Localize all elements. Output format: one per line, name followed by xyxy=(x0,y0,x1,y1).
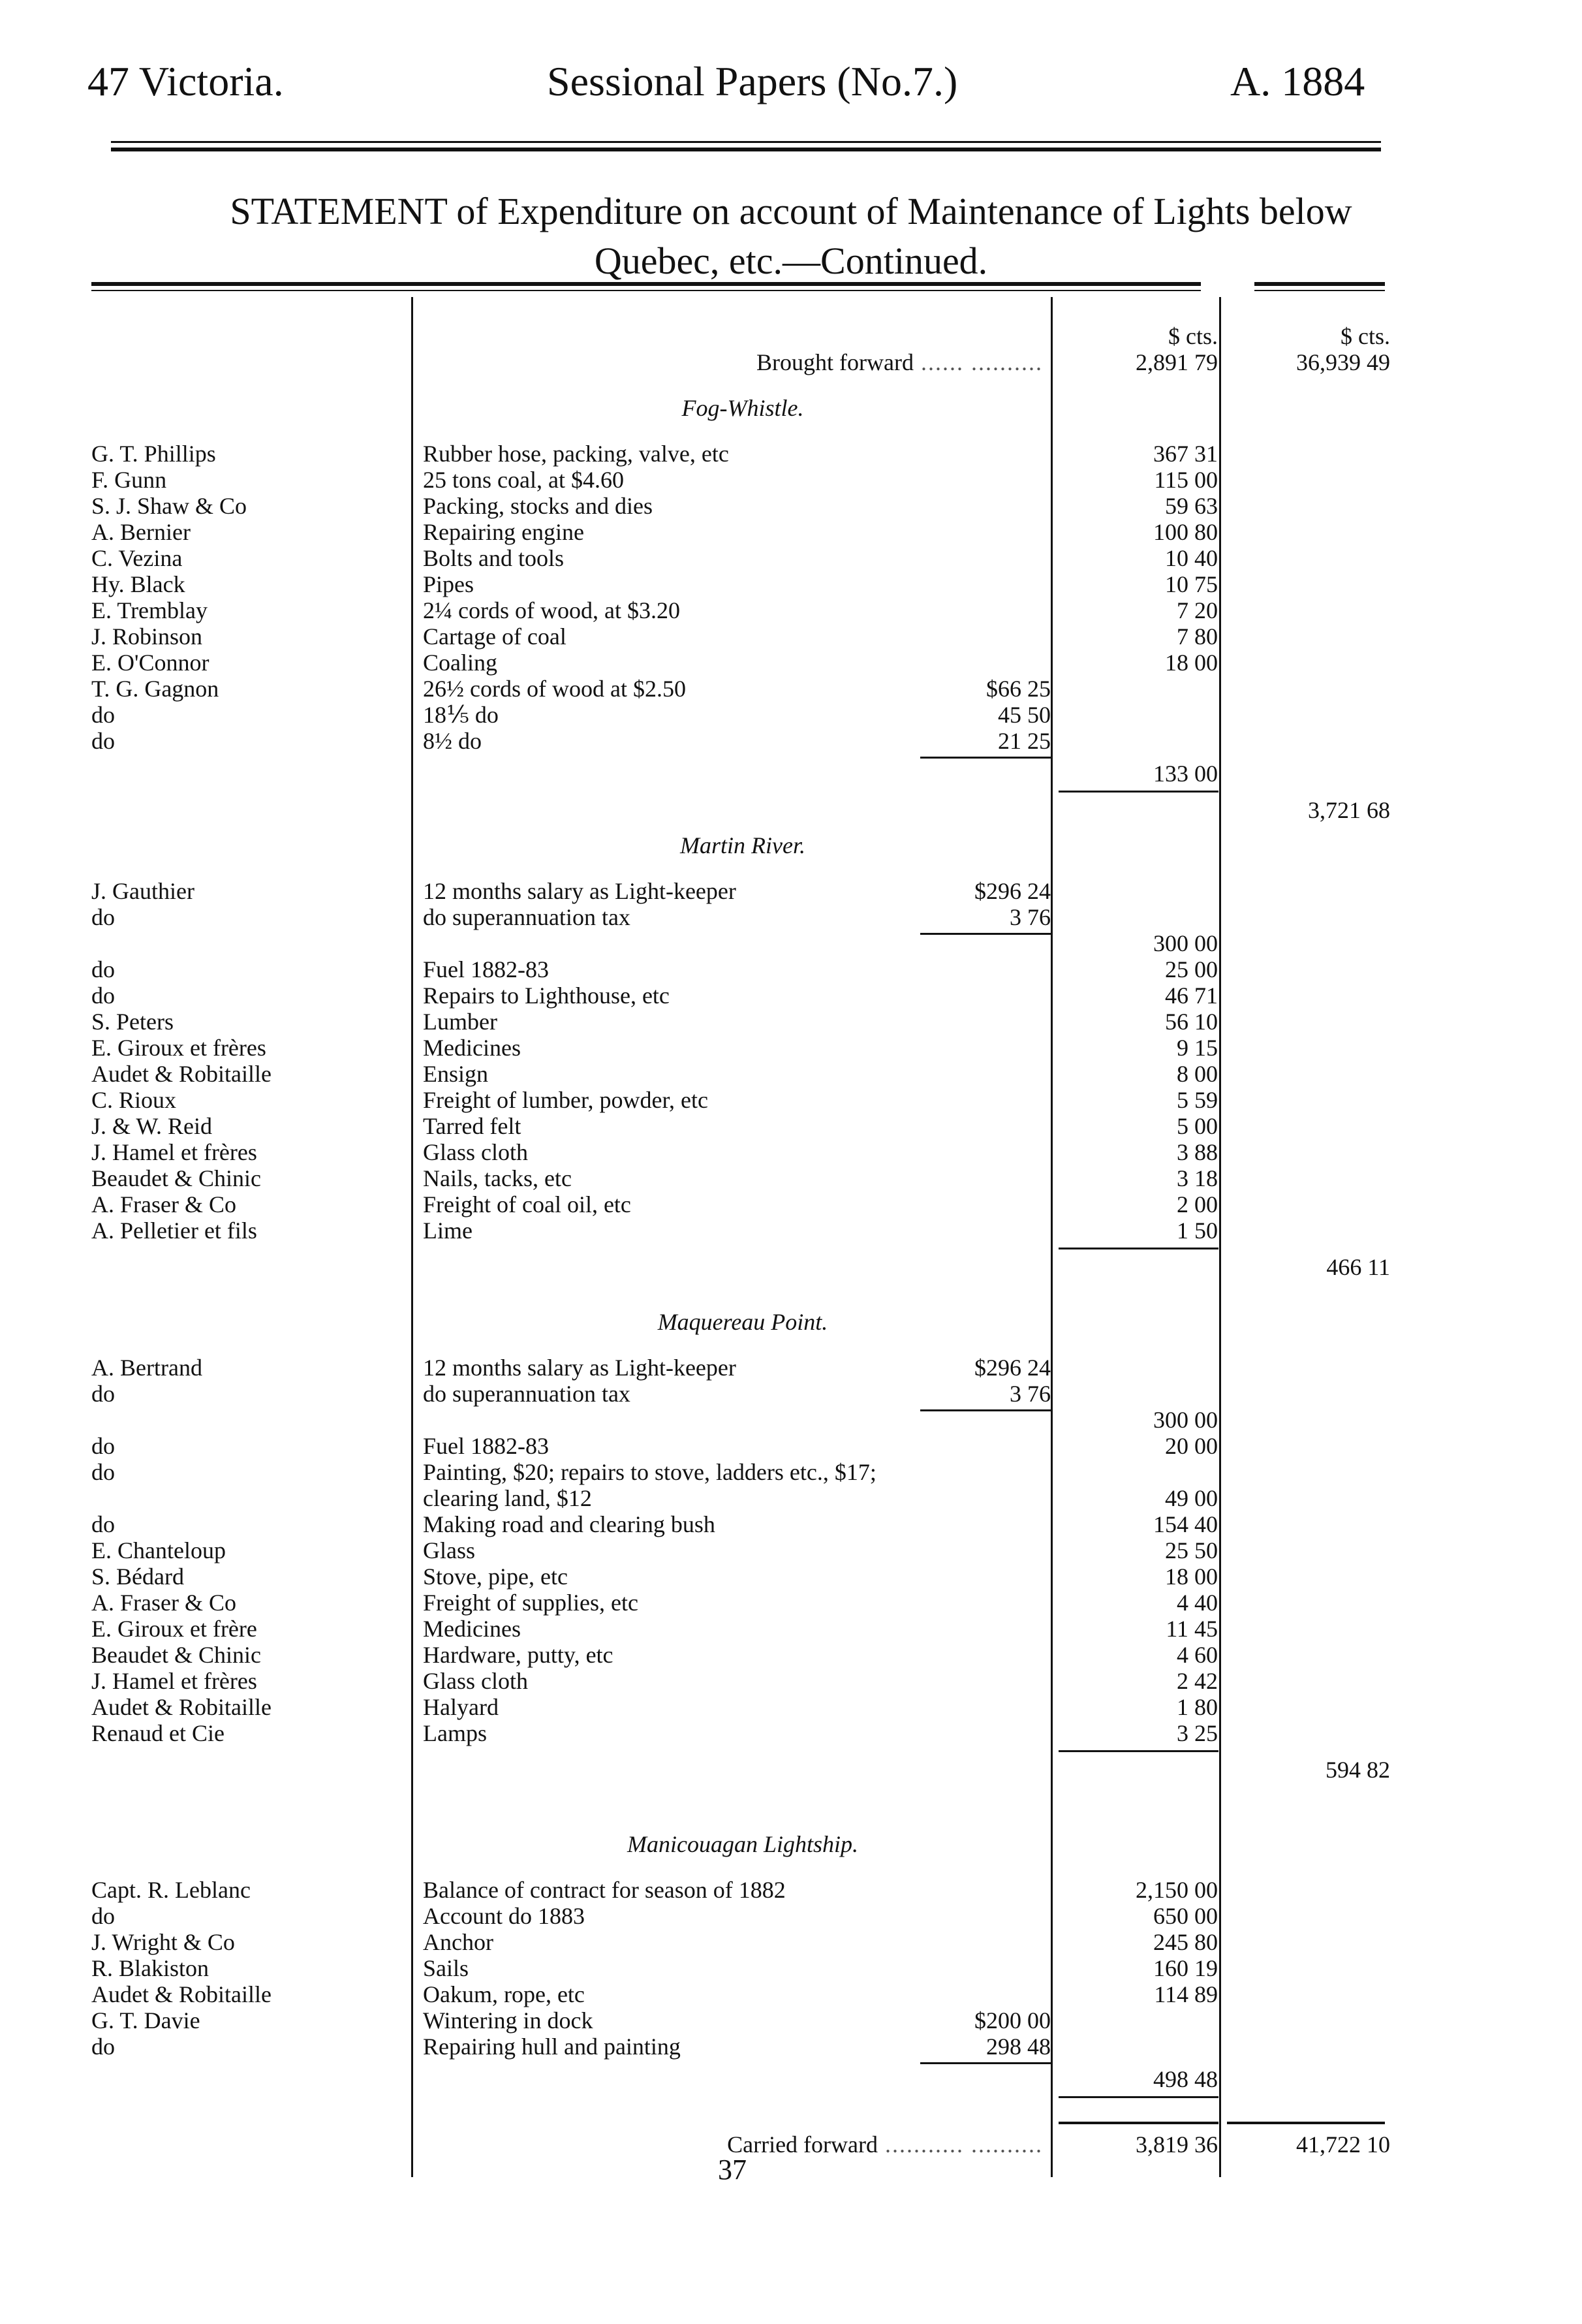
amount-c1: 11 45 xyxy=(1166,1616,1218,1642)
payee-name: J. Gauthier xyxy=(91,878,194,904)
sub-amount: $296 24 xyxy=(974,878,1051,904)
amount-c1: 20 00 xyxy=(1165,1433,1218,1459)
payee-name: S. Peters xyxy=(91,1009,174,1035)
expense-description: Oakum, rope, etc xyxy=(423,1981,585,2007)
expense-description: Fuel 1882-83 xyxy=(423,956,549,982)
expense-description: Freight of lumber, powder, etc xyxy=(423,1087,708,1113)
amount-c1: 1 80 xyxy=(1177,1694,1218,1720)
payee-name: A. Pelletier et fils xyxy=(91,1217,257,1244)
amount-c1: 4 40 xyxy=(1177,1590,1218,1616)
amount-c1: 10 75 xyxy=(1165,571,1218,597)
carried-forward-c1: 3,819 36 xyxy=(1136,2131,1218,2158)
payee-name: E. O'Connor xyxy=(91,650,209,676)
sub-amount: $296 24 xyxy=(974,1355,1051,1381)
payee-name: do xyxy=(91,2034,115,2060)
payee-name: Capt. R. Leblanc xyxy=(91,1877,251,1903)
payee-name: do xyxy=(91,982,115,1009)
table-top-rule-c xyxy=(1254,282,1385,286)
section-total-rule xyxy=(1059,2096,1218,2098)
payee-name: Renaud et Cie xyxy=(91,1720,225,1746)
expense-description: Nails, tacks, etc xyxy=(423,1165,572,1191)
expense-description: Anchor xyxy=(423,1929,493,1955)
expense-description: Freight of supplies, etc xyxy=(423,1590,638,1616)
payee-name: S. Bédard xyxy=(91,1563,184,1590)
expense-description: Tarred felt xyxy=(423,1113,521,1139)
section-total: 594 82 xyxy=(1326,1757,1390,1783)
payee-name: E. Giroux et frères xyxy=(91,1035,266,1061)
expense-description: 26½ cords of wood at $2.50 xyxy=(423,676,686,702)
brought-forward-label: Brought forward ...... .......... xyxy=(756,349,1043,375)
expense-description: Glass xyxy=(423,1537,475,1563)
amount-c1: 10 40 xyxy=(1165,545,1218,571)
expense-description: Account do 1883 xyxy=(423,1903,585,1929)
brought-forward-c2: 36,939 49 xyxy=(1296,349,1390,375)
expense-description: Wintering in dock xyxy=(423,2007,593,2034)
expense-description: Lamps xyxy=(423,1720,487,1746)
vertical-rule-names xyxy=(411,297,413,2177)
subtotal-rule xyxy=(920,1409,1051,1411)
amount-c1: 3 25 xyxy=(1177,1720,1218,1746)
table-top-rule-a xyxy=(91,282,1201,286)
amount-c1: 18 00 xyxy=(1165,650,1218,676)
expense-description: 12 months salary as Light-keeper xyxy=(423,878,736,904)
section-title: Maquereau Point. xyxy=(657,1309,828,1335)
amount-c1: 5 00 xyxy=(1177,1113,1218,1139)
expense-description: Painting, $20; repairs to stove, ladders etc., $17; xyxy=(423,1459,876,1485)
payee-name: E. Chanteloup xyxy=(91,1537,226,1563)
brought-forward-c1: 2,891 79 xyxy=(1136,349,1218,375)
carried-forward-label: Carried forward ........... .......... xyxy=(727,2131,1043,2158)
amount-c1: 25 00 xyxy=(1165,956,1218,982)
amount-c1: 154 40 xyxy=(1153,1511,1218,1537)
sub-amount: $66 25 xyxy=(986,676,1051,702)
payee-name: A. Bernier xyxy=(91,519,191,545)
header-left: 47 Victoria. xyxy=(87,58,284,104)
amount-c1: 2 42 xyxy=(1177,1668,1218,1694)
vertical-rule-c1 xyxy=(1219,297,1221,2177)
expense-description: Repairs to Lighthouse, etc xyxy=(423,982,670,1009)
payee-name: E. Tremblay xyxy=(91,597,208,623)
amount-c1: 25 50 xyxy=(1165,1537,1218,1563)
amount-c1: 2,150 00 xyxy=(1136,1877,1218,1903)
payee-name: R. Blakiston xyxy=(91,1955,209,1981)
page-number: 37 xyxy=(718,2154,747,2186)
sub-amount: 45 50 xyxy=(998,702,1051,728)
expense-description: Balance of contract for season of 1882 xyxy=(423,1877,786,1903)
expense-description: do superannuation tax xyxy=(423,904,630,930)
payee-name: E. Giroux et frère xyxy=(91,1616,257,1642)
amount-c1: 160 19 xyxy=(1153,1955,1218,1981)
sub-amount: 21 25 xyxy=(998,728,1051,754)
amount-c1: 8 00 xyxy=(1177,1061,1218,1087)
expense-description: Pipes xyxy=(423,571,474,597)
expense-description: 18⅕ do xyxy=(423,702,499,728)
section-subtotal: 498 48 xyxy=(1153,2066,1218,2092)
expense-description: Fuel 1882-83 xyxy=(423,1433,549,1459)
amount-c1: 650 00 xyxy=(1153,1903,1218,1929)
amount-c1: 300 00 xyxy=(1153,930,1218,956)
payee-name: do xyxy=(91,904,115,930)
sub-amount: 298 48 xyxy=(986,2034,1051,2060)
section-total: 466 11 xyxy=(1326,1254,1390,1280)
header-rule-bottom xyxy=(111,148,1381,151)
payee-name: G. T. Phillips xyxy=(91,441,216,467)
amount-c1: 56 10 xyxy=(1165,1009,1218,1035)
amount-c1: 59 63 xyxy=(1165,493,1218,519)
section-title: Manicouagan Lightship. xyxy=(627,1831,858,1857)
payee-name: do xyxy=(91,956,115,982)
payee-name: T. G. Gagnon xyxy=(91,676,219,702)
payee-name: Audet & Robitaille xyxy=(91,1061,271,1087)
payee-name: C. Vezina xyxy=(91,545,183,571)
header-rule-top xyxy=(111,141,1381,143)
payee-name: J. & W. Reid xyxy=(91,1113,213,1139)
amount-c1: 100 80 xyxy=(1153,519,1218,545)
expense-description: Ensign xyxy=(423,1061,489,1087)
expense-description: Freight of coal oil, etc xyxy=(423,1191,631,1217)
payee-name: J. Robinson xyxy=(91,623,203,650)
expense-description: 12 months salary as Light-keeper xyxy=(423,1355,736,1381)
section-title: Fog-Whistle. xyxy=(681,395,804,421)
col1-unit: $ cts. xyxy=(1168,323,1218,349)
expense-description: 25 tons coal, at $4.60 xyxy=(423,467,624,493)
payee-name: F. Gunn xyxy=(91,467,167,493)
amount-c1: 9 15 xyxy=(1177,1035,1218,1061)
payee-name: A. Fraser & Co xyxy=(91,1191,236,1217)
sub-amount: 3 76 xyxy=(1010,904,1051,930)
table-top-rule-d xyxy=(1254,290,1385,291)
payee-name: do xyxy=(91,702,115,728)
amount-c1: 1 50 xyxy=(1177,1217,1218,1244)
expense-description: Medicines xyxy=(423,1035,521,1061)
expense-description: Glass cloth xyxy=(423,1668,528,1694)
payee-name: Beaudet & Chinic xyxy=(91,1165,261,1191)
subtotal-rule xyxy=(920,933,1051,935)
expense-description: Stove, pipe, etc xyxy=(423,1563,568,1590)
expense-description: Lumber xyxy=(423,1009,497,1035)
expense-description: do superannuation tax xyxy=(423,1381,630,1407)
amount-c1: 114 89 xyxy=(1154,1981,1218,2007)
amount-c1: 18 00 xyxy=(1165,1563,1218,1590)
sub-amount: 3 76 xyxy=(1010,1381,1051,1407)
expense-description: Halyard xyxy=(423,1694,499,1720)
brought-forward-text: Brought forward xyxy=(756,349,914,375)
payee-name: C. Rioux xyxy=(91,1087,177,1113)
payee-name: do xyxy=(91,728,115,754)
section-subtotal: 133 00 xyxy=(1153,761,1218,787)
section-total-rule xyxy=(1059,1248,1218,1249)
section-title: Martin River. xyxy=(680,832,805,858)
amount-c1: 5 59 xyxy=(1177,1087,1218,1113)
amount-c1: 2 00 xyxy=(1177,1191,1218,1217)
expense-description: Making road and clearing bush xyxy=(423,1511,715,1537)
subtotal-rule xyxy=(920,757,1051,759)
expense-description: Glass cloth xyxy=(423,1139,528,1165)
expense-description: Repairing engine xyxy=(423,519,584,545)
expense-description: 8½ do xyxy=(423,728,482,754)
section-total-rule xyxy=(1059,1750,1218,1752)
expense-description: Medicines xyxy=(423,1616,521,1642)
payee-name: J. Wright & Co xyxy=(91,1929,235,1955)
payee-name: Beaudet & Chinic xyxy=(91,1642,261,1668)
carried-rule-c2 xyxy=(1227,2122,1385,2124)
payee-name: do xyxy=(91,1381,115,1407)
payee-name: A. Fraser & Co xyxy=(91,1590,236,1616)
amount-c1: 7 20 xyxy=(1177,597,1218,623)
amount-c1: 3 18 xyxy=(1177,1165,1218,1191)
carried-rule-c1 xyxy=(1059,2122,1218,2124)
payee-name: Audet & Robitaille xyxy=(91,1694,271,1720)
amount-c1: 367 31 xyxy=(1153,441,1218,467)
expense-description: Coaling xyxy=(423,650,497,676)
amount-c1: 115 00 xyxy=(1154,467,1218,493)
payee-name: G. T. Davie xyxy=(91,2007,200,2034)
payee-name: do xyxy=(91,1511,115,1537)
carried-forward-c2: 41,722 10 xyxy=(1296,2131,1390,2158)
amount-c1: 245 80 xyxy=(1153,1929,1218,1955)
payee-name: do xyxy=(91,1433,115,1459)
statement-title-line1: STATEMENT of Expenditure on account of Maintenance of Lights below xyxy=(230,190,1352,232)
expense-description: Repairing hull and painting xyxy=(423,2034,681,2060)
expense-description: Packing, stocks and dies xyxy=(423,493,653,519)
carried-forward-text: Carried forward xyxy=(727,2131,878,2158)
expense-description: Sails xyxy=(423,1955,469,1981)
section-total: 3,721 68 xyxy=(1308,797,1390,823)
expense-description: 2¼ cords of wood, at $3.20 xyxy=(423,597,680,623)
expense-description: Hardware, putty, etc xyxy=(423,1642,613,1668)
payee-name: do xyxy=(91,1459,115,1485)
subtotal-rule xyxy=(920,2062,1051,2064)
expense-description: Lime xyxy=(423,1217,473,1244)
payee-name: J. Hamel et frères xyxy=(91,1668,257,1694)
expense-description: Bolts and tools xyxy=(423,545,565,571)
header-center: Sessional Papers (No.7.) xyxy=(547,58,958,104)
payee-name: Hy. Black xyxy=(91,571,185,597)
amount-c1: 46 71 xyxy=(1165,982,1218,1009)
payee-name: Audet & Robitaille xyxy=(91,1981,271,2007)
expense-description: clearing land, $12 xyxy=(423,1485,592,1511)
sub-amount: $200 00 xyxy=(974,2007,1051,2034)
payee-name: S. J. Shaw & Co xyxy=(91,493,247,519)
table-top-rule-b xyxy=(91,290,1201,291)
expense-description: Cartage of coal xyxy=(423,623,566,650)
payee-name: J. Hamel et frères xyxy=(91,1139,257,1165)
col2-unit: $ cts. xyxy=(1341,323,1390,349)
payee-name: A. Bertrand xyxy=(91,1355,202,1381)
amount-c1: 49 00 xyxy=(1165,1485,1218,1511)
amount-c1: 4 60 xyxy=(1177,1642,1218,1668)
amount-c1: 300 00 xyxy=(1153,1407,1218,1433)
amount-c1: 7 80 xyxy=(1177,623,1218,650)
amount-c1: 3 88 xyxy=(1177,1139,1218,1165)
expense-description: Rubber hose, packing, valve, etc xyxy=(423,441,729,467)
statement-title-line2: Quebec, etc.—Continued. xyxy=(594,240,988,282)
header-right: A. 1884 xyxy=(1230,58,1365,104)
section-total-rule xyxy=(1059,791,1218,793)
payee-name: do xyxy=(91,1903,115,1929)
